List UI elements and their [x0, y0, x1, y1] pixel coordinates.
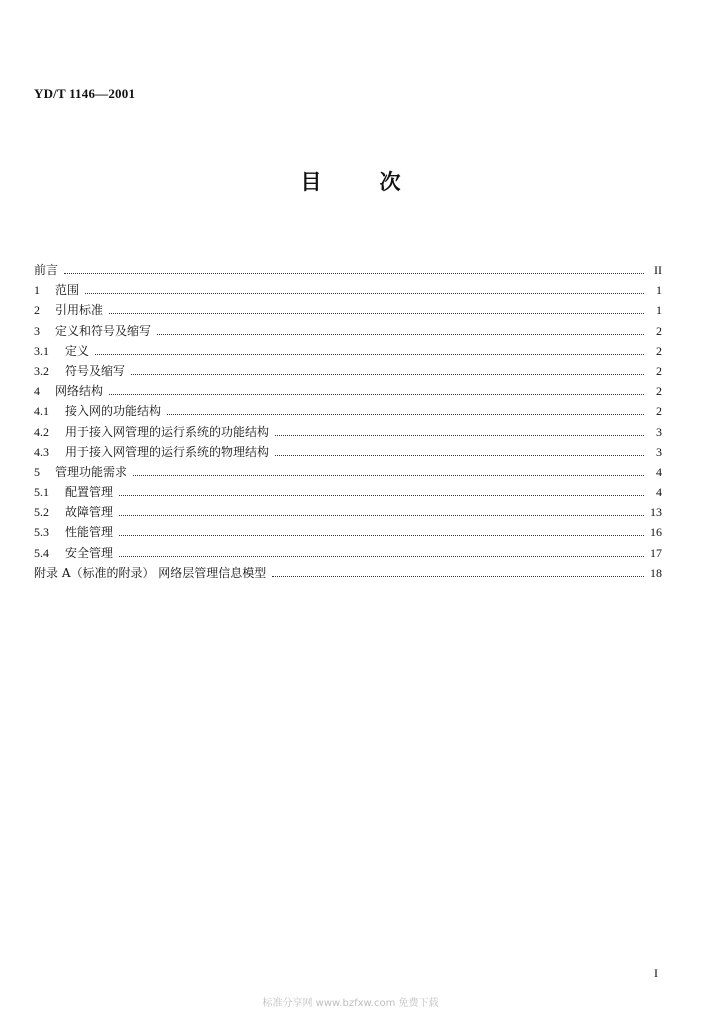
toc-page: 4: [656, 464, 662, 479]
toc-leader: [119, 535, 644, 536]
toc-entry-5-4[interactable]: [34, 543, 662, 563]
toc-entry-4-3[interactable]: [34, 442, 662, 462]
toc-number: 5.2: [34, 505, 49, 520]
toc-entry-5-2[interactable]: [34, 502, 662, 522]
document-id: YD/T 1146—2001: [34, 86, 136, 101]
toc-leader: [119, 556, 644, 557]
toc-entry-3-1[interactable]: [34, 341, 662, 361]
toc-label: 性能管理: [65, 525, 114, 540]
toc-entry-3-2[interactable]: [34, 361, 662, 381]
toc-label: 配置管理: [65, 485, 114, 500]
toc-number: 1: [34, 283, 40, 298]
toc-number: 4.2: [34, 424, 49, 439]
toc-entry-5-3[interactable]: [34, 522, 662, 542]
toc-label: 管理功能需求: [55, 464, 128, 479]
toc-number: 4.1: [34, 404, 49, 419]
toc-page: 2: [656, 343, 662, 358]
toc-number: 3: [34, 323, 40, 338]
toc-page: 4: [656, 485, 662, 500]
toc-page: 18: [650, 565, 662, 580]
toc-leader: [64, 273, 644, 274]
toc-page: 1: [656, 303, 662, 318]
toc-page: 2: [656, 363, 662, 378]
toc-entry-5[interactable]: [34, 462, 662, 482]
toc-number: 2: [34, 303, 40, 318]
toc-label: 安全管理: [65, 545, 114, 560]
toc-leader: [131, 374, 644, 375]
watermark-text: 标准分享网 www.bzfxw.com 免费下载: [262, 998, 439, 1009]
toc-page: 1: [656, 283, 662, 298]
toc-leader: [109, 394, 644, 395]
page-title: [0, 166, 701, 196]
toc-label: 接入网的功能结构: [65, 404, 162, 419]
toc-entry-4[interactable]: [34, 381, 662, 401]
toc-number: 4: [34, 384, 40, 399]
toc-leader: [119, 515, 644, 516]
toc-leader: [275, 455, 644, 456]
toc-page: II: [654, 263, 662, 277]
toc-leader: [275, 435, 644, 436]
toc-number: 5.4: [34, 545, 49, 560]
toc-number: 5.3: [34, 525, 49, 540]
toc-label: 用于接入网管理的运行系统的物理结构: [65, 444, 270, 459]
toc-leader: [133, 475, 644, 476]
toc-page: 13: [650, 505, 662, 520]
toc-entry-preface[interactable]: [34, 260, 662, 280]
toc-label: 前言: [34, 263, 59, 277]
toc-entry-4-2[interactable]: [34, 422, 662, 442]
toc-label: 网络结构: [55, 384, 104, 399]
toc-label: 附录 A（标准的附录） 网络层管理信息模型: [34, 565, 267, 580]
title-char-1: 目: [300, 170, 322, 194]
toc-leader: [272, 576, 644, 577]
toc-page: 2: [656, 404, 662, 419]
toc-entry-5-1[interactable]: [34, 482, 662, 502]
toc-number: 3.1: [34, 343, 49, 358]
toc-number: 5: [34, 464, 40, 479]
title-char-2: 次: [379, 170, 401, 194]
toc-page: 16: [650, 525, 662, 540]
toc-label: 符号及缩写: [65, 363, 126, 378]
toc-leader: [157, 334, 644, 335]
toc-entry-appendix-a[interactable]: [34, 563, 662, 583]
toc-page: 3: [656, 424, 662, 439]
toc-entry-2[interactable]: [34, 300, 662, 320]
toc-entry-4-1[interactable]: [34, 401, 662, 421]
toc-leader: [119, 495, 644, 496]
toc-number: 4.3: [34, 444, 49, 459]
toc-label: 用于接入网管理的运行系统的功能结构: [65, 424, 270, 439]
toc-label: 故障管理: [65, 505, 114, 520]
toc-page: 17: [650, 545, 662, 560]
toc-entry-1[interactable]: [34, 280, 662, 300]
toc-entry-3[interactable]: [34, 321, 662, 341]
page-number: I: [654, 966, 658, 980]
toc-label: 引用标准: [55, 303, 104, 318]
toc-number: 5.1: [34, 485, 49, 500]
toc-page: 2: [656, 384, 662, 399]
toc-leader: [109, 313, 644, 314]
toc-number: 3.2: [34, 363, 49, 378]
toc-label: 定义: [65, 343, 90, 358]
toc-leader: [85, 293, 644, 294]
toc-leader: [95, 354, 644, 355]
toc-page: 3: [656, 444, 662, 459]
toc-label: 定义和符号及缩写: [55, 323, 152, 338]
table-of-contents: [34, 260, 662, 583]
toc-page: 2: [656, 323, 662, 338]
toc-label: 范围: [55, 283, 80, 298]
toc-leader: [167, 414, 644, 415]
